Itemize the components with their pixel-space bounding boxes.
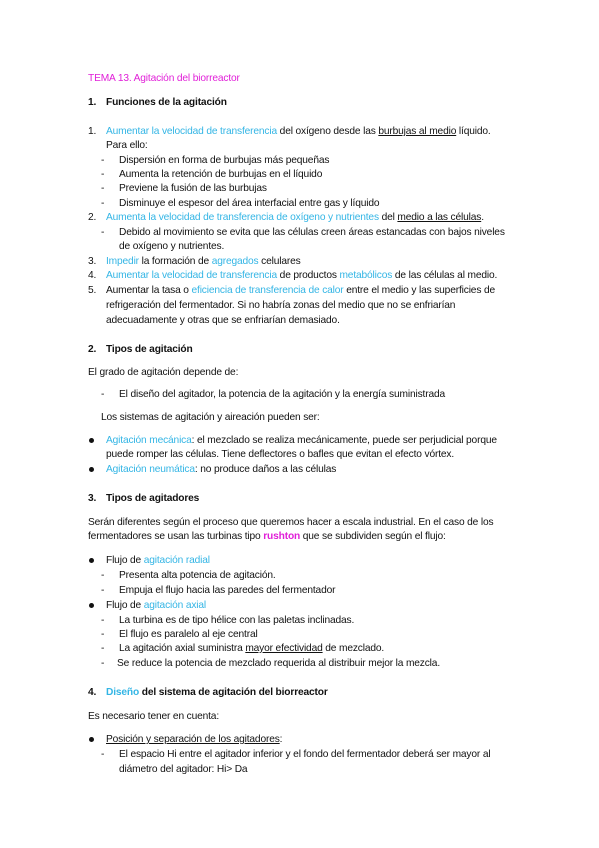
bullet-item-continuation: puede romper las células. Tiene deflectores o bafles que evitan el efecto vórtex. bbox=[106, 449, 455, 460]
highlight: Impedir bbox=[106, 256, 139, 267]
bullet-icon bbox=[89, 467, 94, 472]
dash: - bbox=[101, 629, 105, 640]
section-3-heading: Tipos de agitadores bbox=[106, 493, 200, 504]
dash: - bbox=[101, 169, 105, 180]
sub-item-continuation: diámetro del agitador: Hi> Da bbox=[119, 764, 248, 775]
item-1-text bbox=[106, 125, 491, 138]
item-3-text bbox=[106, 255, 301, 268]
bullet-item bbox=[106, 554, 210, 567]
underlined: Posición y separación de los agitadores bbox=[106, 734, 280, 745]
item-2-number: 2. bbox=[88, 212, 97, 223]
highlight: metabólicos bbox=[339, 270, 393, 281]
text: La agitación axial suministra bbox=[119, 643, 246, 654]
sub-item: El diseño del agitador, la potencia de la agitación y la energía suministrada bbox=[119, 389, 445, 400]
item-1-continuation: Para ello: bbox=[106, 140, 148, 151]
text: fermentadores se usan las turbinas tipo bbox=[88, 531, 264, 542]
paragraph: Es necesario tener en cuenta: bbox=[88, 711, 220, 722]
dash: - bbox=[101, 643, 105, 654]
item-5-continuation: adecuadamente y otras que se enfriarían demasiado. bbox=[106, 315, 340, 326]
bullet-icon bbox=[89, 603, 94, 608]
text: : no produce daños a las células bbox=[194, 464, 337, 475]
text: entre el medio y las superficies de bbox=[343, 285, 495, 296]
text: líquido. bbox=[456, 126, 491, 137]
section-2-heading: Tipos de agitación bbox=[106, 344, 193, 355]
text: de mezclado. bbox=[322, 643, 385, 654]
text: de productos bbox=[277, 270, 340, 281]
section-2-number: 2. bbox=[88, 344, 97, 355]
bullet-item bbox=[106, 463, 336, 476]
dash: - bbox=[101, 227, 105, 238]
underlined: burbujas al medio bbox=[378, 126, 457, 137]
sub-item bbox=[119, 642, 384, 655]
dash: - bbox=[101, 615, 105, 626]
text: Flujo de bbox=[106, 555, 144, 566]
section-4-number: 4. bbox=[88, 687, 97, 698]
sub-item: Se reduce la potencia de mezclado requerida al distribuir mejor la mezcla. bbox=[117, 658, 440, 669]
item-2-text bbox=[106, 211, 484, 224]
bullet-icon bbox=[89, 737, 94, 742]
dash: - bbox=[101, 749, 105, 760]
section-3-number: 3. bbox=[88, 493, 97, 504]
highlight: Agitación mecánica bbox=[106, 435, 192, 446]
item-5-continuation: refrigeración del fermentador. Si no habría zonas del medio que no se enfriarían bbox=[106, 300, 456, 311]
highlight: agitación radial bbox=[143, 555, 210, 566]
document-title: TEMA 13. Agitación del biorreactor bbox=[88, 73, 240, 84]
dash: - bbox=[101, 155, 105, 166]
text: de las células al medio. bbox=[392, 270, 498, 281]
sub-item-continuation: de oxígeno y nutrientes. bbox=[119, 241, 225, 252]
text: celulares bbox=[258, 256, 301, 267]
highlight: Aumentar la velocidad de transferencia bbox=[106, 270, 277, 281]
highlight: Diseño bbox=[106, 687, 140, 698]
item-1-number: 1. bbox=[88, 126, 97, 137]
item-4-number: 4. bbox=[88, 270, 97, 281]
sub-item: Presenta alta potencia de agitación. bbox=[119, 570, 276, 581]
sub-item: La turbina es de tipo hélice con las paletas inclinadas. bbox=[119, 615, 355, 626]
text: : el mezclado se realiza mecánicamente, puede ser perjudicial porque bbox=[191, 435, 497, 446]
item-4-text bbox=[106, 269, 497, 282]
underlined: mayor efectividad bbox=[245, 643, 323, 654]
text: del oxígeno desde las bbox=[277, 126, 379, 137]
text: : bbox=[279, 734, 283, 745]
text: del sistema de agitación del biorreactor bbox=[139, 687, 328, 698]
item-5-number: 5. bbox=[88, 285, 97, 296]
paragraph bbox=[88, 530, 446, 543]
section-1-heading: Funciones de la agitación bbox=[106, 97, 227, 108]
dash: - bbox=[101, 570, 105, 581]
text: la formación de bbox=[138, 256, 212, 267]
dash: - bbox=[101, 198, 105, 209]
bullet-icon bbox=[89, 558, 94, 563]
dash: - bbox=[101, 658, 105, 669]
text: del bbox=[378, 212, 398, 223]
sub-item: Disminuye el espesor del área interfacial entre gas y líquido bbox=[119, 198, 380, 209]
highlight: rushton bbox=[263, 531, 301, 542]
text: . bbox=[481, 212, 484, 223]
sub-item: Aumenta la retención de burbujas en el líquido bbox=[119, 169, 323, 180]
highlight: agregados bbox=[211, 256, 259, 267]
section-4-heading bbox=[106, 686, 328, 699]
text: Aumentar la tasa o bbox=[106, 285, 192, 296]
paragraph: Serán diferentes según el proceso que queremos hacer a escala industrial. En el caso de los bbox=[88, 517, 494, 528]
highlight: Aumentar la velocidad de transferencia bbox=[106, 126, 277, 137]
bullet-item bbox=[106, 599, 206, 612]
text: que se subdividen según el flujo: bbox=[300, 531, 446, 542]
sub-item: Dispersión en forma de burbujas más pequeñas bbox=[119, 155, 330, 166]
paragraph: Los sistemas de agitación y aireación pueden ser: bbox=[101, 412, 320, 423]
sub-item: El flujo es paralelo al eje central bbox=[119, 629, 258, 640]
dash: - bbox=[101, 585, 105, 596]
dash: - bbox=[101, 389, 105, 400]
bullet-item bbox=[106, 434, 497, 447]
section-1-number: 1. bbox=[88, 97, 97, 108]
highlight: agitación axial bbox=[143, 600, 207, 611]
item-3-number: 3. bbox=[88, 256, 97, 267]
bullet-item bbox=[106, 733, 282, 746]
sub-item: Empuja el flujo hacia las paredes del fermentador bbox=[119, 585, 336, 596]
sub-item: Previene la fusión de las burbujas bbox=[119, 183, 267, 194]
highlight: eficiencia de transferencia de calor bbox=[191, 285, 344, 296]
paragraph: El grado de agitación depende de: bbox=[88, 367, 239, 378]
sub-item: El espacio Hi entre el agitador inferior y el fondo del fermentador deberá ser mayor al bbox=[119, 749, 491, 760]
text: Flujo de bbox=[106, 600, 144, 611]
bullet-icon bbox=[89, 438, 94, 443]
highlight: Aumenta la velocidad de transferencia de oxígeno y nutrientes bbox=[106, 212, 379, 223]
sub-item: Debido al movimiento se evita que las células creen áreas estancadas con bajos niveles bbox=[119, 227, 505, 238]
highlight: Agitación neumática bbox=[106, 464, 195, 475]
underlined: medio a las células bbox=[397, 212, 482, 223]
item-5-text bbox=[106, 284, 495, 297]
dash: - bbox=[101, 183, 105, 194]
